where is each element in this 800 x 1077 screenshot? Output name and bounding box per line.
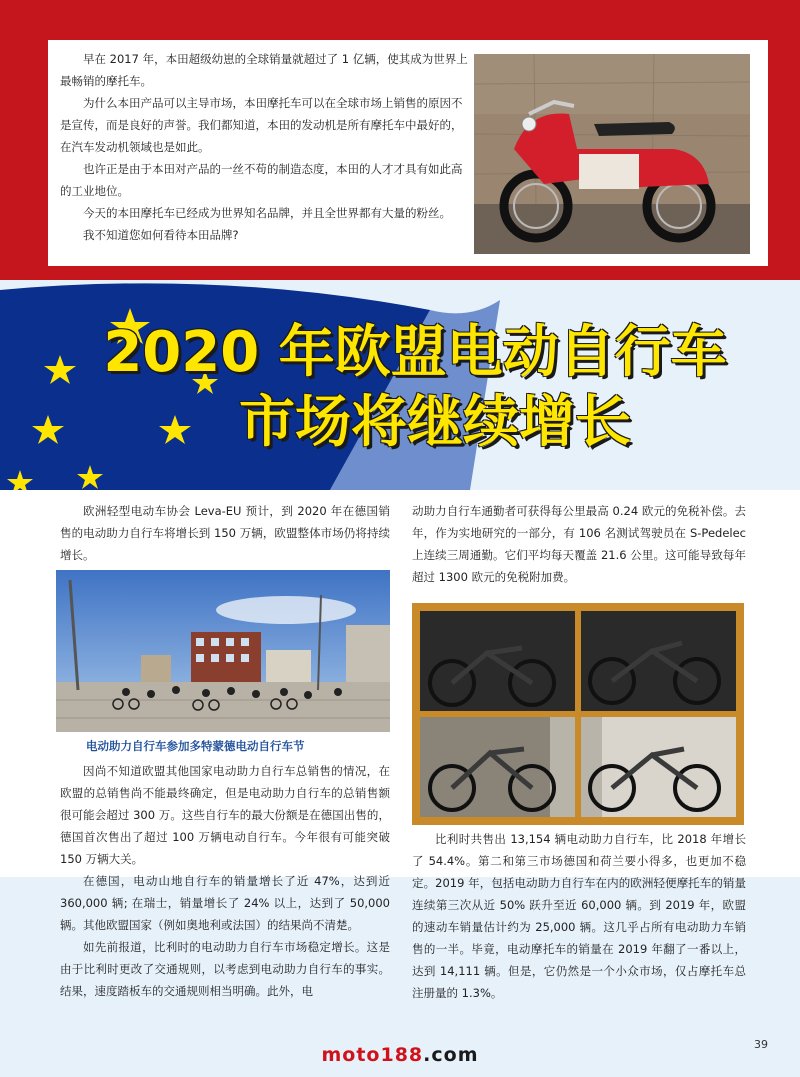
right-column-bottom	[412, 828, 746, 1004]
body-paragraph-3: 如先前报道，比利时的电动助力自行车市场稳定增长。这是由于比利时更改了交通规则，以考虑到电动助力自行车的事实。结果，速度踏板车的交通规则相当明确。此外，电	[60, 940, 390, 998]
ebike-showcase-photo	[412, 603, 744, 825]
belgium-sales-paragraph: 比利时共售出 13,154 辆电动助力自行车，比 2018 年增长了 54.4%。第二和第三市场德国和荷兰要小得多，也更加不稳定。2019 年，包括电动助力自行车在内的欧洲轻便摩托车的销量连续第三次从近 50% 跃升至近 60,000 辆。到 2019 年，欧盟的速动车销量估计约为 25,000 辆。这几乎占所有电动助力车销售的一半。毕竟，电动摩托车的销量在 2019 年翻了一番以上，达到 14,111 辆。但是，它仍然是一个小众市场，仅占摩托车总注册量的 1.3%。	[412, 832, 746, 1000]
right-column-top	[412, 500, 746, 588]
street-scene-illustration	[56, 570, 390, 732]
body-paragraph-1: 因尚不知道欧盟其他国家电动助力自行车总销售的情况，在欧盟的总销售尚不能最终确定，但是电动助力自行车的总销售额很可能会超过 300 万。这些自行车的最大份额是在德国出售的，德国首次售出了超过 100 万辆电动自行车。今年很有可能突破 150 万辆大关。	[60, 764, 390, 866]
honda-article-text	[60, 48, 468, 246]
dortmund-festival-photo	[56, 570, 390, 732]
article-headline	[0, 318, 800, 458]
brand-name: moto188	[321, 1044, 424, 1066]
headline-line-2: 市场将继续增长	[239, 390, 631, 455]
honda-paragraph-5: 我不知道您如何看待本田品牌?	[83, 228, 239, 242]
headline-line-1: 2020 年欧盟电动自行车	[103, 320, 727, 385]
left-column-intro	[60, 500, 390, 566]
ebike-display-illustration	[412, 603, 744, 825]
intro-paragraph: 欧洲轻型电动车协会 Leva-EU 预计，到 2020 年在德国销售的电动助力自行车将增长到 150 万辆，欧盟整体市场仍将持续增长。	[60, 504, 390, 562]
left-column-body	[60, 760, 390, 1002]
honda-paragraph-3: 也许正是由于本田对产品的一丝不苟的制造态度，本田的人才才具有如此高的工业地位。	[60, 162, 463, 198]
honda-paragraph-2: 为什么本田产品可以主导市场，本田摩托车可以在全球市场上销售的原因不是宣传，而是良好的声誉。我们都知道，本田的发动机是所有摩托车中最好的，在汽车发动机领域也是如此。	[60, 96, 463, 154]
right-paragraph-continued: 动助力自行车通勤者可获得每公里最高 0.24 欧元的免税补偿。去年，作为实地研究的一部分，有 106 名测试驾驶员在 S-Pedelec 上连续三周通勤。它们平均每天覆盖 21.6 公里。这可能导致每年超过 1300 欧元的免税附加费。	[412, 504, 746, 584]
site-brand-footer	[0, 1044, 800, 1066]
body-paragraph-2: 在德国，电动山地自行车的销量增长了近 47%，达到近 360,000 辆; 在瑞士，销量增长了 24% 以上，达到了 50,000 辆。其他欧盟国家（例如奥地利或法国）的结果尚不清楚。	[60, 874, 390, 932]
honda-motorcycle-photo	[474, 54, 750, 254]
honda-paragraph-1: 早在 2017 年，本田超级幼崽的全球销量就超过了 1 亿辆，使其成为世界上最畅销的摩托车。	[60, 52, 468, 88]
page-number: 39	[754, 1038, 768, 1051]
photo-caption: 电动助力自行车参加多特蒙德电动自行车节	[86, 739, 305, 753]
honda-paragraph-4: 今天的本田摩托车已经成为世界知名品牌，并且全世界都有大量的粉丝。	[83, 206, 451, 220]
motorcycle-illustration	[474, 54, 750, 254]
brand-domain: .com	[423, 1044, 479, 1066]
